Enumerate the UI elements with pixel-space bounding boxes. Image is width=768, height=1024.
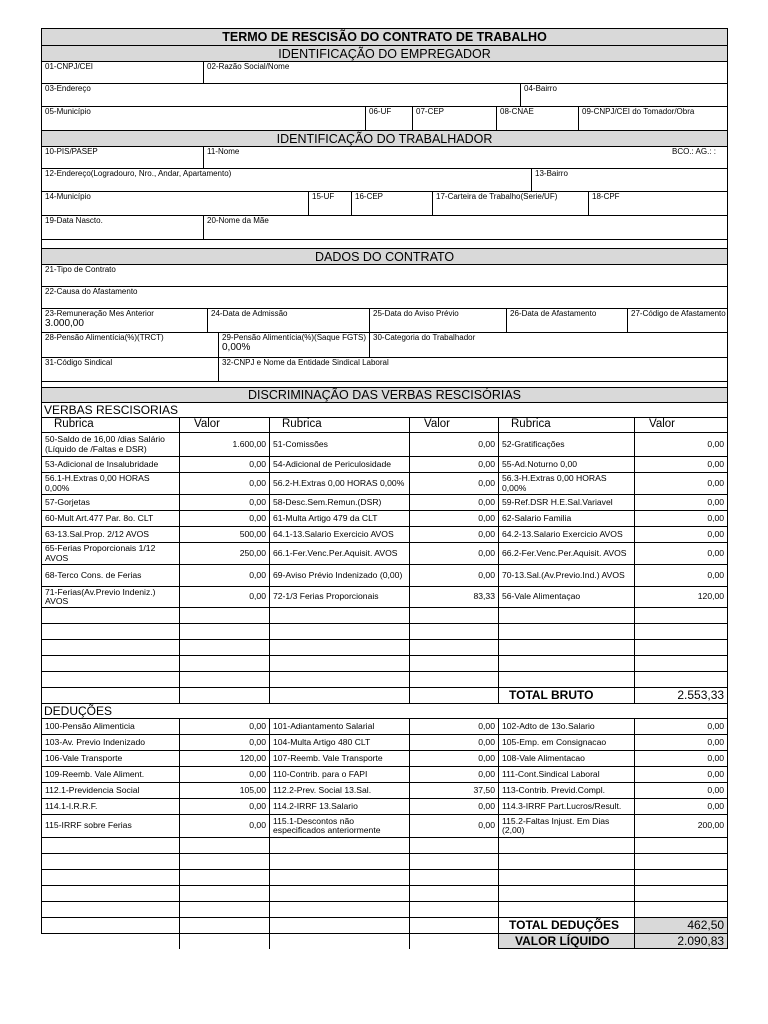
valor-cell: 0,00: [635, 433, 728, 457]
table-row: [42, 751, 728, 767]
rubrica-cell: 107-Reemb. Vale Transporte: [270, 751, 410, 767]
table-row: [42, 587, 728, 608]
valor-cell: 0,00: [180, 815, 270, 838]
field-causa-afastamento: 22-Causa do Afastamento: [42, 287, 728, 309]
rubrica-cell: 56.2-H.Extras 0,00 HORAS 0,00%: [270, 473, 410, 495]
valor-cell: 0,00: [180, 473, 270, 495]
valor-cell: 0,00: [410, 473, 499, 495]
field-remuneracao: [42, 309, 208, 333]
table-row: [42, 719, 728, 735]
rubrica-cell: 60-Mult Art.477 Par. 8o. CLT: [42, 511, 180, 527]
rubrica-cell: 112.1-Previdencia Social: [42, 783, 180, 799]
rubrica-cell: 62-Salario Familia: [499, 511, 635, 527]
field-bairro: 04-Bairro: [521, 84, 728, 107]
col-rubrica-3: Rubrica: [499, 418, 635, 433]
rubrica-cell: 65-Ferias Proporcionais 1/12 AVOS: [42, 543, 180, 565]
table-row: [42, 543, 728, 565]
rubrica-cell: 52-Gratificações: [499, 433, 635, 457]
valor-cell: 0,00: [410, 565, 499, 587]
rubrica-cell: 57-Gorjetas: [42, 495, 180, 511]
valor-cell: 0,00: [635, 751, 728, 767]
rubrica-cell: 106-Vale Transporte: [42, 751, 180, 767]
rubrica-cell: 56-Vale Alimentaçao: [499, 587, 635, 608]
valor-cell: 37,50: [410, 783, 499, 799]
valor-cell: 0,00: [635, 735, 728, 751]
valor-cell: 250,00: [180, 543, 270, 565]
rubrica-cell: 54-Adicional de Periculosidade: [270, 457, 410, 473]
rubrica-cell: 100-Pensão Alimenticia: [42, 719, 180, 735]
total-bruto-value: 2.553,33: [635, 688, 728, 704]
form-title: TERMO DE RESCISÃO DO CONTRATO DE TRABALHO: [42, 29, 728, 46]
valor-cell: 500,00: [180, 527, 270, 543]
field-razao-social: 02-Razão Social/Nome: [204, 62, 728, 84]
valor-cell: 0,00: [410, 495, 499, 511]
rubrica-cell: 64.2-13.Salario Exercicio AVOS: [499, 527, 635, 543]
field-nome: [204, 147, 728, 169]
valor-cell: 0,00: [410, 527, 499, 543]
valor-cell: 120,00: [635, 587, 728, 608]
rubrica-cell: 56.1-H.Extras 0,00 HORAS 0,00%: [42, 473, 180, 495]
table-row: [42, 433, 728, 457]
valor-cell: 0,00: [635, 565, 728, 587]
field-pis: 10-PIS/PASEP: [42, 147, 204, 169]
field-endereco-trab: 12-Endereço(Logradouro, Nro., Andar, Apartamento): [42, 169, 532, 192]
rubrica-cell: 108-Vale Alimentacao: [499, 751, 635, 767]
field-cep-trab: 16-CEP: [352, 192, 433, 216]
table-row: [42, 565, 728, 587]
rubrica-cell: 70-13.Sal.(Av.Previo.Ind.) AVOS: [499, 565, 635, 587]
rubrica-cell: 110-Contrib. para o FAPI: [270, 767, 410, 783]
rubrica-cell: 109-Reemb. Vale Aliment.: [42, 767, 180, 783]
rubrica-cell: 56.3-H.Extras 0,00 HORAS 0,00%: [499, 473, 635, 495]
rubrica-cell: 114.2-IRRF 13.Salario: [270, 799, 410, 815]
valor-cell: 0,00: [410, 799, 499, 815]
rubrica-cell: 64.1-13.Salario Exercicio AVOS: [270, 527, 410, 543]
valor-cell: 0,00: [635, 543, 728, 565]
valor-cell: 0,00: [635, 511, 728, 527]
rubrica-cell: 72-1/3 Ferias Proporcionais: [270, 587, 410, 608]
valor-cell: 0,00: [410, 767, 499, 783]
rubrica-cell: 115-IRRF sobre Ferias: [42, 815, 180, 838]
valor-cell: 120,00: [180, 751, 270, 767]
col-valor-2: Valor: [410, 418, 499, 433]
valor-cell: 105,00: [180, 783, 270, 799]
field-bank: BCO.: AG.: :: [671, 147, 716, 156]
field-pensao-fgts-label: 29-Pensão Alimentícia(%)(Saque FGTS): [222, 333, 367, 342]
valor-cell: 0,00: [410, 543, 499, 565]
valor-cell: 0,00: [635, 783, 728, 799]
rubrica-cell: 115.2-Faltas Injust. Em Dias (2,00): [499, 815, 635, 838]
rubrica-cell: 50-Saldo de 16,00 /dias Salário (Líquido de /Faltas e DSR): [42, 433, 180, 457]
valor-cell: 0,00: [410, 433, 499, 457]
rubrica-cell: 105-Emp. em Consignacao: [499, 735, 635, 751]
employer-section: [41, 28, 728, 131]
field-remuneracao-label: 23-Remuneração Mes Anterior: [45, 309, 154, 318]
rubrica-cell: 71-Ferias(Av.Previo Indeniz.) AVOS: [42, 587, 180, 608]
rescission-form: [41, 28, 727, 949]
total-deducoes-value: 462,50: [635, 918, 728, 934]
field-uf: 06-UF: [366, 107, 413, 131]
field-cnpj-tomador: 09-CNPJ/CEI do Tomador/Obra: [579, 107, 728, 131]
valor-cell: 0,00: [180, 565, 270, 587]
field-entidade-sindical: 32-CNPJ e Nome da Entidade Sindical Laboral: [219, 358, 728, 382]
rubrica-cell: 66.1-Fer.Venc.Per.Aquisit. AVOS: [270, 543, 410, 565]
rubrica-cell: 53-Adicional de Insalubridade: [42, 457, 180, 473]
table-row: [42, 767, 728, 783]
valor-cell: 1.600,00: [180, 433, 270, 457]
field-municipio-trab: 14-Município: [42, 192, 309, 216]
valor-cell: 0,00: [410, 735, 499, 751]
field-ctps: 17-Carteira de Trabalho(Serie/UF): [433, 192, 589, 216]
field-nascimento: 19-Data Nascto.: [42, 216, 204, 240]
rubrica-cell: 102-Adto de 13o.Salario: [499, 719, 635, 735]
field-nome-label: 11-Nome: [207, 147, 240, 156]
deducoes-subheading: DEDUÇÕES: [42, 704, 728, 719]
verbas-section: [41, 382, 728, 949]
rubrica-cell: 69-Aviso Prévio Indenizado (0,00): [270, 565, 410, 587]
valor-liquido-value: 2.090,83: [635, 934, 728, 949]
field-cnpj: 01-CNPJ/CEI: [42, 62, 204, 84]
rubrica-cell: 51-Comissões: [270, 433, 410, 457]
employer-heading: IDENTIFICAÇÃO DO EMPREGADOR: [42, 46, 728, 62]
rubrica-cell: 101-Adiantamento Salarial: [270, 719, 410, 735]
rubrica-cell: 114.3-IRRF Part.Lucros/Result.: [499, 799, 635, 815]
valor-cell: 0,00: [180, 457, 270, 473]
contract-section: [41, 240, 728, 382]
field-pensao-fgts: [219, 333, 370, 358]
table-row: [42, 511, 728, 527]
rubrica-cell: 63-13.Sal.Prop. 2/12 AVOS: [42, 527, 180, 543]
valor-cell: 0,00: [635, 767, 728, 783]
total-deducoes-label: TOTAL DEDUÇÕES: [499, 918, 635, 934]
valor-cell: 0,00: [410, 751, 499, 767]
table-row: [42, 457, 728, 473]
field-cod-sindical: 31-Código Sindical: [42, 358, 219, 382]
valor-cell: 0,00: [635, 719, 728, 735]
valor-cell: 0,00: [635, 473, 728, 495]
table-row: [42, 495, 728, 511]
verbas-subheading: VERBAS RESCISORIAS: [42, 403, 728, 418]
valor-cell: 0,00: [180, 511, 270, 527]
col-valor-1: Valor: [180, 418, 270, 433]
table-row: [42, 815, 728, 838]
col-rubrica-1: Rubrica: [42, 418, 180, 433]
valor-cell: 200,00: [635, 815, 728, 838]
field-bairro-trab: 13-Bairro: [532, 169, 728, 192]
valor-cell: 0,00: [635, 799, 728, 815]
field-cpf: 18-CPF: [589, 192, 728, 216]
col-rubrica-2: Rubrica: [270, 418, 410, 433]
valor-cell: 0,00: [180, 767, 270, 783]
rubrica-cell: 55-Ad.Noturno 0,00: [499, 457, 635, 473]
valor-cell: 0,00: [410, 719, 499, 735]
table-row: [42, 527, 728, 543]
valor-cell: 0,00: [410, 815, 499, 838]
rubrica-cell: 103-Av. Previo Indenizado: [42, 735, 180, 751]
field-cnae: 08-CNAE: [497, 107, 579, 131]
rubrica-cell: 59-Ref.DSR H.E.Sal.Variavel: [499, 495, 635, 511]
worker-section: [41, 131, 728, 240]
field-categoria: 30-Categoria do Trabalhador: [370, 333, 728, 358]
spacer: [42, 240, 728, 249]
valor-cell: 83,33: [410, 587, 499, 608]
table-row: [42, 783, 728, 799]
field-pensao-trct: 28-Pensão Alimentícia(%)(TRCT): [42, 333, 219, 358]
field-pensao-fgts-value: 0,00%: [222, 342, 251, 353]
total-bruto-label: TOTAL BRUTO: [499, 688, 635, 704]
table-row: [42, 799, 728, 815]
field-tipo-contrato: 21-Tipo de Contrato: [42, 265, 728, 287]
rubrica-cell: 58-Desc.Sem.Remun.(DSR): [270, 495, 410, 511]
valor-cell: 0,00: [180, 495, 270, 511]
rubrica-cell: 61-Multa Artigo 479 da CLT: [270, 511, 410, 527]
field-endereco: 03-Endereço: [42, 84, 521, 107]
field-remuneracao-value: 3.000,00: [45, 318, 84, 329]
field-cod-afastamento: 27-Código de Afastamento: [628, 309, 728, 333]
rubrica-cell: 111-Cont.Sindical Laboral: [499, 767, 635, 783]
valor-cell: 0,00: [180, 799, 270, 815]
rubrica-cell: 113-Contrib. Previd.Compl.: [499, 783, 635, 799]
valor-cell: 0,00: [635, 527, 728, 543]
rubrica-cell: 112.2-Prev. Social 13.Sal.: [270, 783, 410, 799]
contract-heading: DADOS DO CONTRATO: [42, 249, 728, 265]
valor-cell: 0,00: [635, 457, 728, 473]
table-row: [42, 735, 728, 751]
field-afastamento: 26-Data de Afastamento: [507, 309, 628, 333]
field-cep: 07-CEP: [413, 107, 497, 131]
valor-cell: 0,00: [180, 735, 270, 751]
table-row: [42, 473, 728, 495]
rubrica-cell: 104-Multa Artigo 480 CLT: [270, 735, 410, 751]
valor-cell: 0,00: [410, 457, 499, 473]
worker-heading: IDENTIFICAÇÃO DO TRABALHADOR: [42, 131, 728, 147]
valor-cell: 0,00: [635, 495, 728, 511]
valor-liquido-label: VALOR LÍQUIDO: [499, 934, 635, 949]
field-municipio: 05-Município: [42, 107, 366, 131]
field-nome-mae: 20-Nome da Mãe: [204, 216, 728, 240]
valor-cell: 0,00: [410, 511, 499, 527]
rubrica-cell: 66.2-Fer.Venc.Per.Aquisit. AVOS: [499, 543, 635, 565]
rubrica-cell: 114.1-I.R.R.F.: [42, 799, 180, 815]
rubrica-cell: 68-Terco Cons. de Ferias: [42, 565, 180, 587]
verbas-heading: DISCRIMINAÇÃO DAS VERBAS RESCISÓRIAS: [42, 388, 728, 403]
field-uf-trab: 15-UF: [309, 192, 352, 216]
col-valor-3: Valor: [635, 418, 728, 433]
field-admissao: 24-Data de Admissão: [208, 309, 370, 333]
valor-cell: 0,00: [180, 719, 270, 735]
valor-cell: 0,00: [180, 587, 270, 608]
rubrica-cell: 115.1-Descontos não especificados anteriormente: [270, 815, 410, 838]
field-aviso-previo: 25-Data do Aviso Prévio: [370, 309, 507, 333]
